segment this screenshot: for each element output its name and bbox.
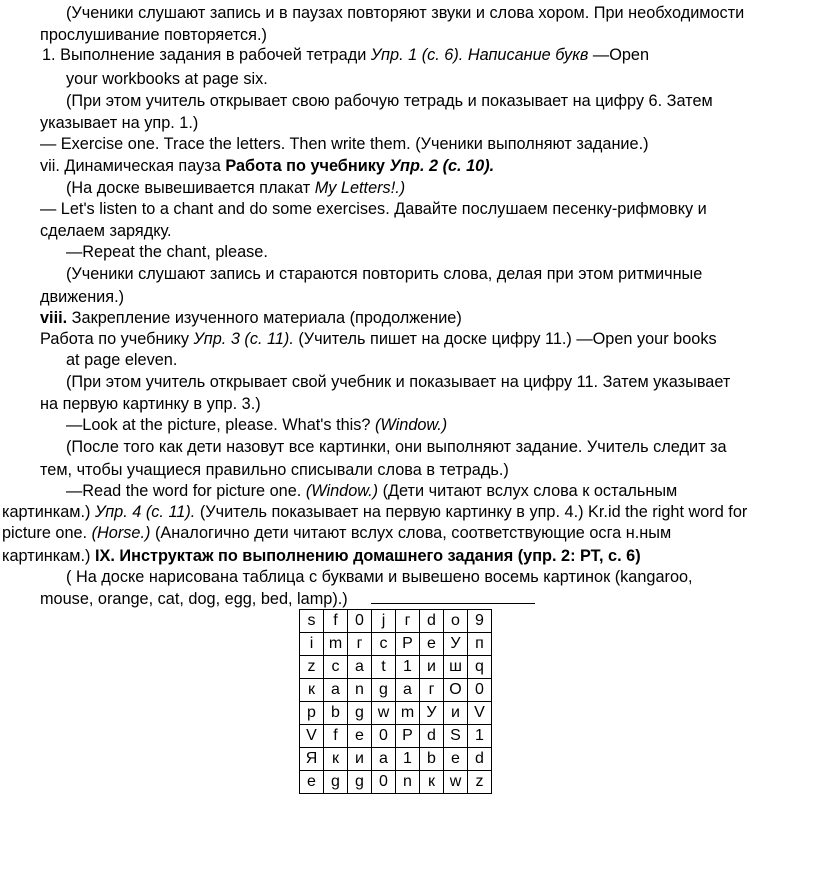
text-run: Упр. 2 (с. 10).: [389, 157, 495, 175]
grid-cell: b: [324, 702, 348, 725]
grid-cell: 1: [396, 656, 420, 679]
text-run: picture one.: [2, 524, 92, 542]
text-run: указывает на упр. 1.): [40, 114, 199, 132]
text-run: mouse, orange, cat, dog, egg, bed, lamp).): [40, 590, 348, 608]
text-run: —Look at the picture, please. What's this?: [66, 416, 375, 434]
grid-cell: О: [444, 679, 468, 702]
text-line: [66, 3, 744, 23]
grid-cell: г: [420, 679, 444, 702]
grid-cell: n: [348, 679, 372, 702]
text-run: Работа по учебнику: [40, 330, 194, 348]
text-line: [42, 45, 649, 65]
grid-cell: Я: [300, 748, 324, 771]
grid-cell: и: [420, 656, 444, 679]
grid-cell: V: [468, 702, 492, 725]
text-run: — Let's listen to a chant and do some exercises. Давайте послушаем песенку-рифмовку и: [40, 200, 707, 218]
grid-cell: d: [420, 725, 444, 748]
text-line: [40, 113, 198, 133]
grid-cell: g: [324, 771, 348, 794]
text-line: [66, 567, 693, 587]
grid-cell: е: [444, 748, 468, 771]
grid-cell: с: [372, 633, 396, 656]
grid-cell: w: [372, 702, 396, 725]
text-run: Упр. 1 (с. 6). Написание букв: [370, 46, 589, 64]
grid-cell: f: [324, 725, 348, 748]
text-line: [66, 242, 268, 262]
grid-cell: а: [372, 748, 396, 771]
grid-cell: У: [444, 633, 468, 656]
text-run: картинкам.): [2, 547, 95, 565]
grid-cell: ш: [444, 656, 468, 679]
grid-cell: g: [372, 679, 396, 702]
grid-cell: d: [420, 610, 444, 633]
text-line: [66, 178, 405, 198]
grid-row: [300, 610, 492, 633]
text-line: [66, 264, 702, 284]
grid-cell: р: [300, 702, 324, 725]
grid-cell: V: [300, 725, 324, 748]
answer-blank-line: [371, 603, 535, 604]
grid-cell: z: [300, 656, 324, 679]
grid-cell: 0: [372, 771, 396, 794]
grid-row: [300, 748, 492, 771]
text-run: тем, чтобы учащиеся правильно списывали слова в тетрадь.): [40, 461, 509, 479]
text-run: движения.): [40, 288, 125, 306]
grid-cell: п: [468, 633, 492, 656]
grid-cell: 1: [396, 748, 420, 771]
text-run: at page eleven.: [66, 351, 178, 369]
text-run: —Read the word for picture one.: [66, 482, 306, 500]
grid-cell: Р: [396, 725, 420, 748]
grid-cell: S: [444, 725, 468, 748]
text-run: Работа по учебнику: [225, 157, 390, 175]
text-run: (Horse.): [91, 524, 151, 542]
grid-cell: z: [468, 771, 492, 794]
text-run: (При этом учитель открывает свою рабочую тетрадь и показывает на цифру 6. Затем: [66, 92, 713, 110]
text-run: Упр. 3 (с. 11).: [193, 330, 294, 348]
text-line: [2, 502, 747, 522]
text-line: [66, 91, 713, 111]
text-line: [40, 156, 494, 176]
text-run: (Учитель показывает на первую картинку в упр. 4.) Kr.id the right word for: [195, 503, 748, 521]
text-line: [40, 460, 509, 480]
grid-row: [300, 725, 492, 748]
text-run: vii. Динамическая пауза: [40, 157, 226, 175]
text-run: Закрепление изученного материала (продолжение): [67, 309, 462, 327]
grid-row: [300, 702, 492, 725]
text-run: ( На доске нарисована таблица с буквами и вывешено восемь картинок (kangaroo,: [66, 568, 693, 586]
grid-cell: г: [396, 610, 420, 633]
grid-cell: s: [300, 610, 324, 633]
grid-cell: и: [444, 702, 468, 725]
text-run: (При этом учитель открывает свой учебник и показывает на цифру 11. Затем указывает: [66, 373, 731, 391]
text-line: [40, 394, 261, 414]
grid-cell: d: [468, 748, 492, 771]
grid-cell: г: [348, 633, 372, 656]
text-line: [40, 199, 707, 219]
text-line: [66, 372, 730, 392]
text-run: viii.: [40, 309, 68, 327]
grid-cell: е: [300, 771, 324, 794]
grid-cell: j: [372, 610, 396, 633]
text-line: [66, 69, 268, 89]
text-line: [2, 523, 671, 543]
grid-cell: i: [300, 633, 324, 656]
text-run: —Repeat the chant, please.: [66, 243, 268, 261]
grid-cell: t: [372, 656, 396, 679]
grid-cell: У: [420, 702, 444, 725]
grid-cell: а: [396, 679, 420, 702]
grid-row: [300, 633, 492, 656]
grid-row: [300, 656, 492, 679]
text-run: (Аналогично дети читают вслух слова, соответствующие осга н.ным: [150, 524, 672, 542]
grid-cell: m: [396, 702, 420, 725]
text-run: IX. Инструктаж по выполнению домашнего задания (упр. 2: РТ, с. 6): [94, 547, 641, 565]
text-line: [40, 221, 172, 241]
text-run: — Exercise one. Trace the letters. Then write them. (Ученики выполняют задание.): [40, 135, 649, 153]
grid-cell: q: [468, 656, 492, 679]
text-run: Упр. 4 (с. 11).: [94, 503, 196, 521]
grid-cell: 9: [468, 610, 492, 633]
text-run: (На доске вывешивается плакат: [66, 179, 315, 197]
grid-cell: к: [300, 679, 324, 702]
grid-cell: w: [444, 771, 468, 794]
text-line: [40, 308, 462, 328]
text-run: сделаем зарядку.: [40, 222, 172, 240]
grid-cell: o: [444, 610, 468, 633]
grid-cell: g: [348, 702, 372, 725]
text-run: на первую картинку в упр. 3.): [40, 395, 261, 413]
text-line: [66, 415, 447, 435]
grid-cell: к: [420, 771, 444, 794]
text-run: your workbooks at page six.: [66, 70, 268, 88]
grid-cell: 0: [468, 679, 492, 702]
grid-cell: 0: [348, 610, 372, 633]
text-run: картинкам.): [2, 503, 95, 521]
grid-cell: m: [324, 633, 348, 656]
grid-cell: с: [324, 656, 348, 679]
text-run: (Учитель пишет на доске цифру 11.) —Open your books: [293, 330, 717, 348]
text-line: [40, 134, 649, 154]
text-line: [2, 546, 641, 566]
grid-cell: n: [396, 771, 420, 794]
letter-grid: [299, 609, 492, 794]
grid-cell: f: [324, 610, 348, 633]
grid-cell: Р: [396, 633, 420, 656]
grid-cell: и: [348, 748, 372, 771]
text-run: —Open: [588, 46, 650, 64]
text-line: [66, 350, 177, 370]
text-run: (Ученики слушают запись и стараются повторить слова, делая при этом ритмичные: [66, 265, 703, 283]
text-line: [40, 329, 717, 349]
text-run: (Window.): [375, 416, 448, 434]
grid-cell: 1: [468, 725, 492, 748]
text-run: (После того как дети назовут все картинки, они выполняют задание. Учитель следит за: [66, 438, 727, 456]
grid-row: [300, 771, 492, 794]
grid-cell: а: [324, 679, 348, 702]
text-run: (Ученики слушают запись и в паузах повторяют звуки и слова хором. При необходимости: [66, 4, 745, 22]
grid-cell: е: [348, 725, 372, 748]
grid-row: [300, 679, 492, 702]
text-line: [66, 481, 677, 501]
text-run: 1. Выполнение задания в рабочей тетради: [42, 46, 371, 64]
grid-cell: 0: [372, 725, 396, 748]
text-line: [40, 589, 348, 609]
text-run: (Дети читают вслух слова к остальным: [378, 482, 678, 500]
grid-cell: е: [420, 633, 444, 656]
text-line: [66, 437, 727, 457]
grid-cell: а: [348, 656, 372, 679]
text-run: прослушивание повторяется.): [40, 26, 267, 44]
text-line: [40, 25, 267, 45]
text-line: [40, 287, 124, 307]
grid-cell: b: [420, 748, 444, 771]
grid-cell: к: [324, 748, 348, 771]
text-run: My Letters!.): [314, 179, 406, 197]
grid-cell: g: [348, 771, 372, 794]
text-run: (Window.): [305, 482, 379, 500]
